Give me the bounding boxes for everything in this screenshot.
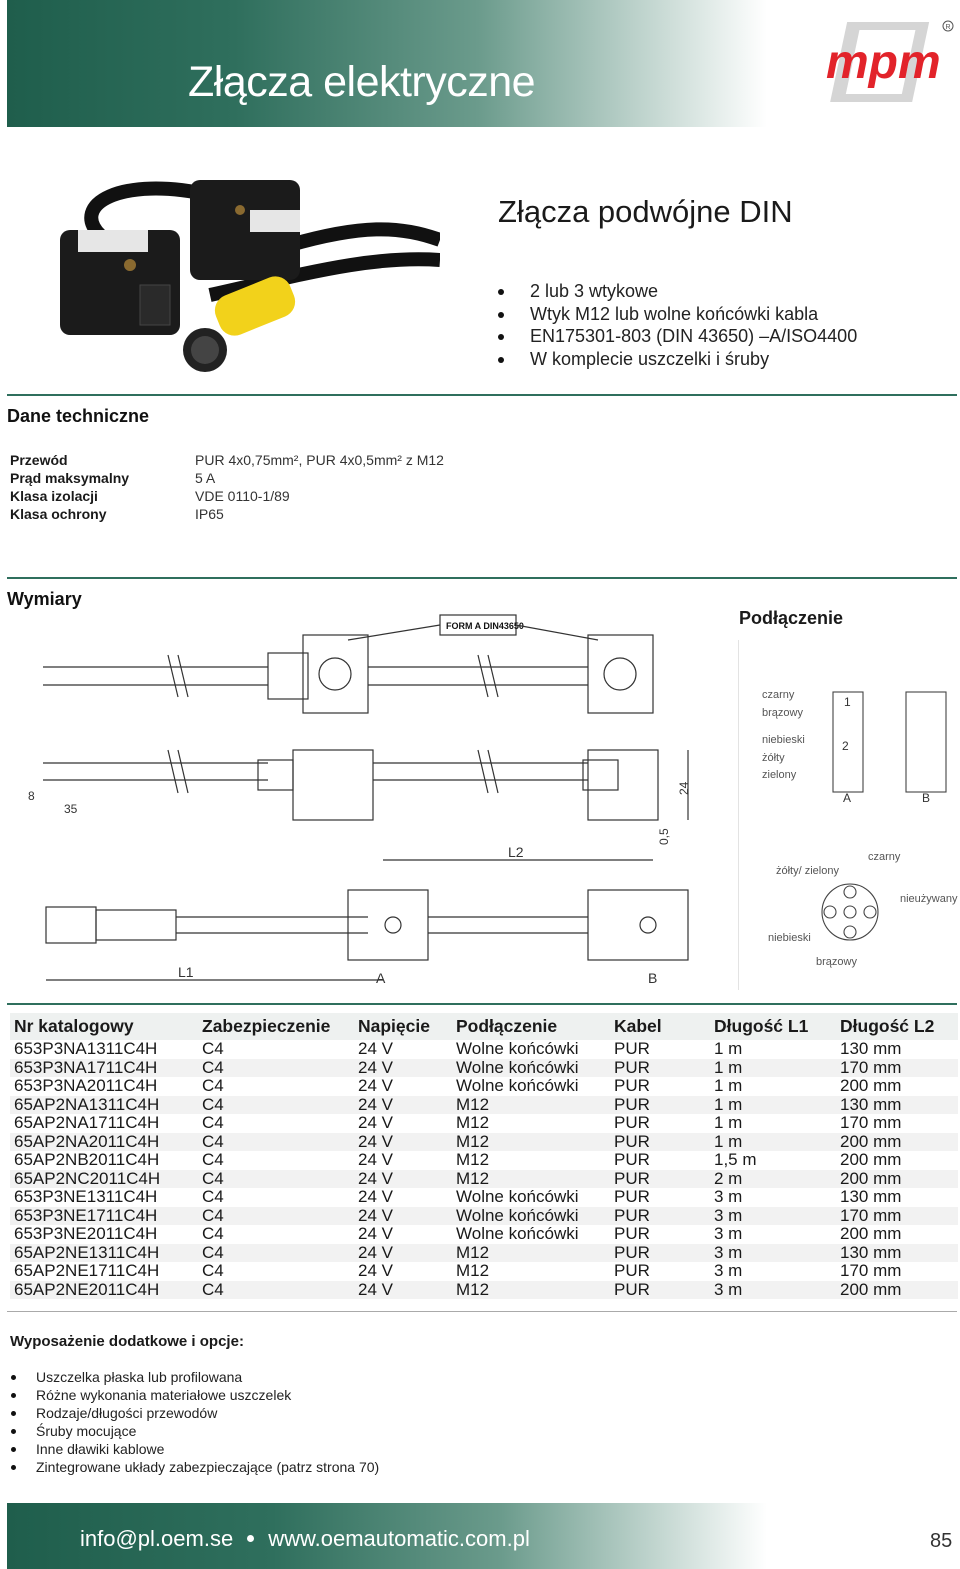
feature-item: Wtyk M12 lub wolne końcówki kabla: [495, 303, 857, 326]
table-cell: Wolne końcówki: [452, 1059, 610, 1078]
spec-value: 5 A: [195, 470, 216, 486]
extras-item: Inne dławiki kablowe: [10, 1440, 379, 1458]
table-cell: PUR: [610, 1281, 710, 1300]
section-divider: [7, 1003, 957, 1005]
label-a: A: [843, 791, 852, 805]
table-cell: PUR: [610, 1096, 710, 1115]
table-cell: PUR: [614, 1187, 650, 1206]
table-cell: C4: [198, 1244, 354, 1263]
col-header: Długość L2: [836, 1013, 958, 1040]
table-cell: M12: [456, 1150, 490, 1169]
page-title: Złącza elektryczne: [188, 58, 536, 106]
table-cell: 1 m: [710, 1133, 836, 1152]
table-row: [10, 1244, 958, 1263]
col-header: Napięcie: [354, 1013, 452, 1040]
table-cell: 3 m: [710, 1244, 836, 1263]
dim-l2: L2: [508, 844, 524, 860]
table-cell: 65AP2NA1711C4H: [14, 1113, 160, 1132]
table-cell: C4: [198, 1281, 354, 1300]
din-connector-right: [190, 180, 300, 280]
section-divider: [7, 1311, 957, 1312]
table-cell: 3 m: [710, 1281, 836, 1300]
wire-brazowy: brązowy: [762, 707, 803, 719]
feature-list: [495, 280, 857, 370]
wiring-diagram: [738, 640, 960, 990]
tech-heading: Dane techniczne: [7, 406, 150, 426]
table-cell: 3 m: [714, 1261, 743, 1280]
spec-row: [10, 487, 444, 505]
feature-item: W komplecie uszczelki i śruby: [495, 348, 857, 371]
table-row: [10, 1077, 958, 1096]
col-header: Zabezpieczenie: [198, 1013, 354, 1040]
table-cell: PUR: [614, 1150, 650, 1169]
spec-value: PUR 4x0,75mm², PUR 4x0,5mm² z M12: [195, 452, 444, 468]
footer-contact: [80, 1526, 530, 1552]
table-cell: C4: [198, 1059, 354, 1078]
table-cell: 130 mm: [836, 1096, 958, 1115]
wire-czarny: czarny: [762, 689, 795, 701]
section-divider: [7, 394, 957, 396]
table-cell: 24 V: [358, 1261, 393, 1280]
table-cell: C4: [198, 1207, 354, 1226]
table-cell: 170 mm: [840, 1261, 902, 1280]
spec-label: Klasa ochrony: [10, 506, 107, 522]
table-cell: PUR: [614, 1039, 650, 1058]
table-cell: 170 mm: [836, 1207, 958, 1226]
m12-niebieski: niebieski: [768, 932, 811, 944]
section-divider: [7, 577, 957, 579]
spec-row: [10, 505, 444, 523]
table-row: [10, 1262, 958, 1281]
table-cell: 200 mm: [840, 1150, 902, 1169]
tech-spec-table: [10, 451, 444, 523]
table-cell: M12: [452, 1281, 610, 1300]
col-header: Długość L1: [710, 1013, 836, 1040]
table-cell: 200 mm: [840, 1076, 902, 1095]
table-cell: 24 V: [354, 1244, 452, 1263]
table-cell: 24 V: [358, 1150, 393, 1169]
table-cell: Wolne końcówki: [456, 1076, 579, 1095]
table-row: [10, 1207, 958, 1226]
table-cell: Wolne końcówki: [456, 1224, 579, 1243]
table-cell: 24 V: [354, 1207, 452, 1226]
table-row: [10, 1281, 958, 1300]
m12-nieuzywany: nieużywany: [900, 893, 958, 905]
spec-row: [10, 469, 444, 487]
spec-label: Przewód: [10, 452, 68, 468]
table-cell: 24 V: [358, 1113, 393, 1132]
table-cell: 200 mm: [836, 1281, 958, 1300]
label-b: B: [922, 791, 931, 805]
footer-separator: [247, 1535, 254, 1542]
table-cell: M12: [452, 1096, 610, 1115]
table-cell: PUR: [610, 1244, 710, 1263]
table-cell: 24 V: [358, 1224, 393, 1243]
table-cell: 1 m: [714, 1039, 743, 1058]
pin-2: 2: [842, 739, 849, 753]
table-cell: 1 m: [714, 1113, 743, 1132]
table-cell: PUR: [614, 1224, 650, 1243]
mpm-logo: [822, 18, 958, 108]
extras-heading: Wyposażenie dodatkowe i opcje:: [10, 1333, 244, 1350]
dim-b: B: [648, 970, 658, 986]
spec-row: [10, 451, 444, 469]
dim-05: 0,5: [657, 828, 671, 845]
table-cell: C4: [198, 1170, 354, 1189]
feature-item: EN175301-803 (DIN 43650) –A/ISO4400: [495, 325, 857, 348]
table-row: [10, 1040, 958, 1059]
catalog-table: [10, 1013, 958, 1299]
extras-list: [10, 1368, 379, 1476]
table-cell: 65AP2NC2011C4H: [10, 1170, 198, 1189]
m12-brazowy: brązowy: [816, 956, 857, 968]
table-cell: 65AP2NA1311C4H: [10, 1096, 198, 1115]
table-cell: 130 mm: [840, 1039, 902, 1058]
table-cell: C4: [202, 1039, 224, 1058]
table-cell: 24 V: [358, 1076, 393, 1095]
table-row: [10, 1225, 958, 1244]
table-cell: 653P3NA2011C4H: [14, 1076, 158, 1095]
form-label: FORM A DIN43650: [446, 621, 524, 631]
table-cell: 1,5 m: [714, 1150, 757, 1169]
table-cell: 24 V: [354, 1059, 452, 1078]
table-cell: M12: [456, 1261, 490, 1280]
pin-1: 1: [844, 695, 851, 709]
dim-35: 35: [64, 802, 78, 816]
table-cell: 653P3NE1711C4H: [10, 1207, 198, 1226]
dim-l1: L1: [178, 964, 194, 980]
table-cell: Wolne końcówki: [456, 1187, 579, 1206]
table-cell: PUR: [614, 1261, 650, 1280]
footer-website[interactable]: www.oemautomatic.com.pl: [268, 1526, 530, 1551]
table-cell: 170 mm: [840, 1113, 902, 1132]
table-cell: 24 V: [354, 1133, 452, 1152]
table-row: [10, 1133, 958, 1152]
dimension-drawing: [28, 605, 728, 990]
table-cell: C4: [202, 1224, 224, 1243]
table-cell: 130 mm: [840, 1187, 902, 1206]
dim-a: A: [376, 970, 386, 986]
table-cell: C4: [202, 1187, 224, 1206]
dimensions-heading: Wymiary: [7, 589, 82, 609]
din-connector-left: [60, 230, 180, 335]
table-header-row: [10, 1013, 958, 1040]
table-cell: 2 m: [710, 1170, 836, 1189]
feature-item: 2 lub 3 wtykowe: [495, 280, 857, 303]
table-cell: 65AP2NA2011C4H: [10, 1133, 198, 1152]
footer-email[interactable]: info@pl.oem.se: [80, 1526, 234, 1551]
col-header: Kabel: [610, 1013, 710, 1040]
table-row: [10, 1188, 958, 1207]
table-cell: 65AP2NB2011C4H: [14, 1150, 160, 1169]
table-row: [10, 1151, 958, 1170]
table-cell: 170 mm: [836, 1059, 958, 1078]
spec-label: Prąd maksymalny: [10, 470, 130, 486]
table-cell: 24 V: [358, 1039, 393, 1058]
table-cell: 24 V: [358, 1187, 393, 1206]
page-number: 85: [930, 1530, 953, 1552]
spec-value: IP65: [195, 506, 224, 522]
extras-item: Śruby mocujące: [10, 1422, 379, 1440]
table-cell: 130 mm: [836, 1244, 958, 1263]
table-cell: M12: [452, 1133, 610, 1152]
table-cell: 24 V: [354, 1281, 452, 1300]
table-cell: 653P3NA1311C4H: [14, 1039, 158, 1058]
table-cell: C4: [202, 1261, 224, 1280]
m12-zolty-zielony: żółty/ zielony: [776, 865, 839, 877]
table-cell: M12: [452, 1170, 610, 1189]
table-cell: PUR: [610, 1059, 710, 1078]
table-cell: 1 m: [710, 1096, 836, 1115]
table-cell: 200 mm: [836, 1133, 958, 1152]
table-row: [10, 1170, 958, 1189]
table-cell: 200 mm: [836, 1170, 958, 1189]
m12-czarny: czarny: [868, 851, 901, 863]
table-cell: C4: [202, 1076, 224, 1095]
table-row: [10, 1096, 958, 1115]
logo-text: mpm: [826, 36, 941, 89]
table-cell: M12: [452, 1244, 610, 1263]
table-cell: Wolne końcówki: [452, 1207, 610, 1226]
wire-zolty: żółty: [762, 752, 785, 764]
table-row: [10, 1059, 958, 1078]
table-cell: 1 m: [710, 1059, 836, 1078]
table-cell: 653P3NA1711C4H: [10, 1059, 198, 1078]
table-cell: PUR: [610, 1170, 710, 1189]
table-cell: 3 m: [710, 1207, 836, 1226]
table-cell: 65AP2NE1711C4H: [14, 1261, 160, 1280]
table-cell: 3 m: [714, 1224, 743, 1243]
table-cell: 65AP2NE2011C4H: [10, 1281, 198, 1300]
table-cell: 24 V: [354, 1170, 452, 1189]
table-cell: 3 m: [714, 1187, 743, 1206]
extras-item: Zintegrowane układy zabezpieczające (patrz strona 70): [10, 1458, 379, 1476]
table-cell: PUR: [610, 1133, 710, 1152]
table-cell: C4: [202, 1150, 224, 1169]
table-cell: C4: [202, 1113, 224, 1132]
extras-item: Uszczelka płaska lub profilowana: [10, 1368, 379, 1386]
svg-text:R: R: [945, 24, 951, 31]
table-cell: 1 m: [714, 1076, 743, 1095]
extras-item: Rodzaje/długości przewodów: [10, 1404, 379, 1422]
table-cell: 65AP2NE1311C4H: [10, 1244, 198, 1263]
table-cell: 653P3NE2011C4H: [14, 1224, 158, 1243]
product-photo: [40, 165, 440, 380]
spec-value: VDE 0110-1/89: [195, 488, 290, 504]
table-cell: 24 V: [354, 1096, 452, 1115]
dim-8: 8: [28, 789, 35, 803]
spec-label: Klasa izolacji: [10, 488, 98, 504]
table-cell: PUR: [614, 1113, 650, 1132]
table-cell: 653P3NE1311C4H: [14, 1187, 158, 1206]
table-cell: Wolne końcówki: [456, 1039, 579, 1058]
table-cell: C4: [198, 1133, 354, 1152]
wire-niebieski: niebieski: [762, 734, 805, 746]
table-cell: PUR: [610, 1207, 710, 1226]
col-header: Podłączenie: [452, 1013, 610, 1040]
product-title: Złącza podwójne DIN: [498, 194, 793, 229]
table-row: [10, 1114, 958, 1133]
table-cell: C4: [198, 1096, 354, 1115]
extras-item: Różne wykonania materiałowe uszczelek: [10, 1386, 379, 1404]
col-header: Nr katalogowy: [10, 1013, 198, 1040]
table-cell: 200 mm: [840, 1224, 902, 1243]
dim-24: 24: [677, 781, 691, 795]
wire-zielony: zielony: [762, 769, 797, 781]
connection-heading: Podłączenie: [739, 608, 844, 628]
table-cell: M12: [456, 1113, 490, 1132]
table-cell: PUR: [614, 1076, 650, 1095]
